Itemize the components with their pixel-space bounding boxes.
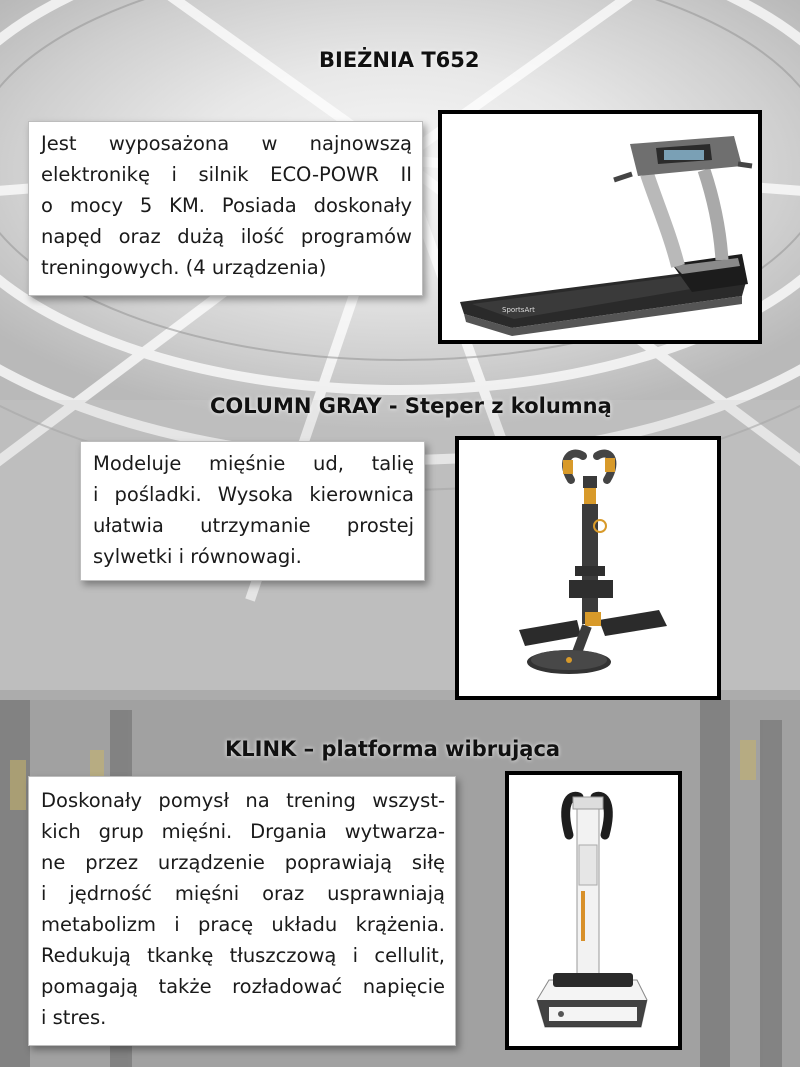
section-title-treadmill: BIEŻNIA T652 [319, 48, 480, 72]
description-line: ne przez urządzenie poprawiają siłę [41, 851, 445, 874]
description-line: o mocy 5 KM. Posiada doskonały [41, 194, 412, 217]
description-line: i stres. [41, 1006, 107, 1029]
description-line: elektronikę i silnik ECO-POWR II [41, 163, 412, 186]
description-line: metabolizm i pracę układu krążenia. [41, 913, 445, 936]
description-box-vibration-platform [28, 776, 456, 1046]
description-line: i jędrność mięśni oraz usprawniają [41, 882, 445, 905]
treadmill-image [438, 110, 762, 344]
description-line: treningowych. (4 urządzenia) [41, 256, 327, 279]
description-line: kich grup mięśni. Drgania wytwarza- [41, 820, 445, 843]
description-line: Jest wyposażona w najnowszą [41, 132, 412, 155]
description-line: Doskonały pomysł na trening wszyst- [41, 789, 445, 812]
section-title-stepper: COLUMN GRAY - Steper z kolumną [210, 394, 612, 418]
description-line: pomagają także rozładować napięcie [41, 975, 445, 998]
svg-text:SportsArt: SportsArt [502, 306, 535, 314]
description-line: i pośladki. Wysoka kierownica [93, 483, 414, 506]
description-line: Modeluje mięśnie ud, talię [93, 452, 414, 475]
description-box-stepper [80, 441, 425, 581]
vibration-platform-image [505, 771, 682, 1050]
stepper-image [455, 436, 721, 700]
section-title-vibration-platform: KLINK – platforma wibrująca [225, 737, 561, 761]
description-line: Redukują tkankę tłuszczową i cellulit, [41, 944, 445, 967]
description-line: sylwetki i równowagi. [93, 545, 302, 568]
description-line: napęd oraz dużą ilość programów [41, 225, 412, 248]
description-line: ułatwia utrzymanie prostej [93, 514, 414, 537]
description-box-treadmill [28, 121, 423, 296]
